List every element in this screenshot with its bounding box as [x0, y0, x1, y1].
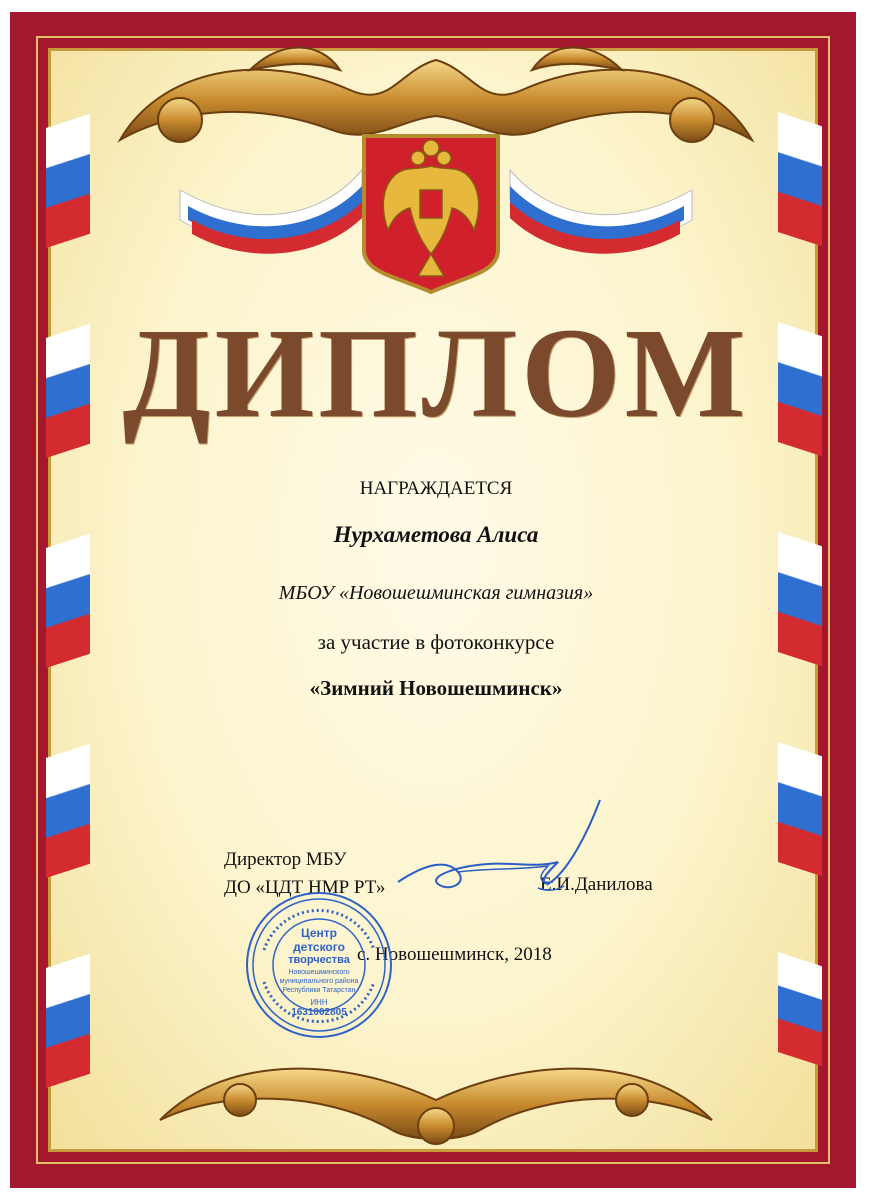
russian-coat-of-arms-icon: [358, 130, 504, 294]
contest-name: «Зимний Новошешминск»: [309, 676, 563, 700]
bottom-gold-ornament-icon: [150, 1030, 722, 1160]
official-stamp: [244, 890, 394, 1040]
handwritten-signature: [388, 792, 618, 902]
participation-text: за участие в фотоконкурсе: [317, 630, 555, 654]
school-name: МБОУ «Новошешминская гимназия»: [278, 582, 594, 604]
right-flag-ribbon-icon: [772, 110, 826, 1110]
left-flag-ribbon-icon: [40, 110, 94, 1110]
recipient-name: Нурхаметова Алиса: [333, 522, 539, 547]
awarded-label: НАГРАЖДАЕТСЯ: [359, 478, 513, 499]
stamp-title-line2: детского: [293, 940, 345, 954]
stamp-subtitle: Новошешминского муниципального района Республики Татарстан: [279, 969, 359, 994]
stamp-inn-label: ИНН: [310, 998, 328, 1007]
signer-position-line1: Директор МБУ: [224, 849, 347, 870]
stamp-inn: 1631002805: [291, 1007, 347, 1018]
signer-position-line2: ДО «ЦДТ НМР РТ»: [224, 877, 386, 898]
diploma-title: ДИПЛОМ: [122, 302, 750, 444]
stamp-title-line3: творчества: [288, 954, 350, 966]
place-and-year: с. Новошешминск, 2018: [357, 944, 552, 965]
signer-name: Е.И.Данилова: [540, 874, 653, 895]
stamp-title-line1: Центр: [300, 926, 338, 940]
